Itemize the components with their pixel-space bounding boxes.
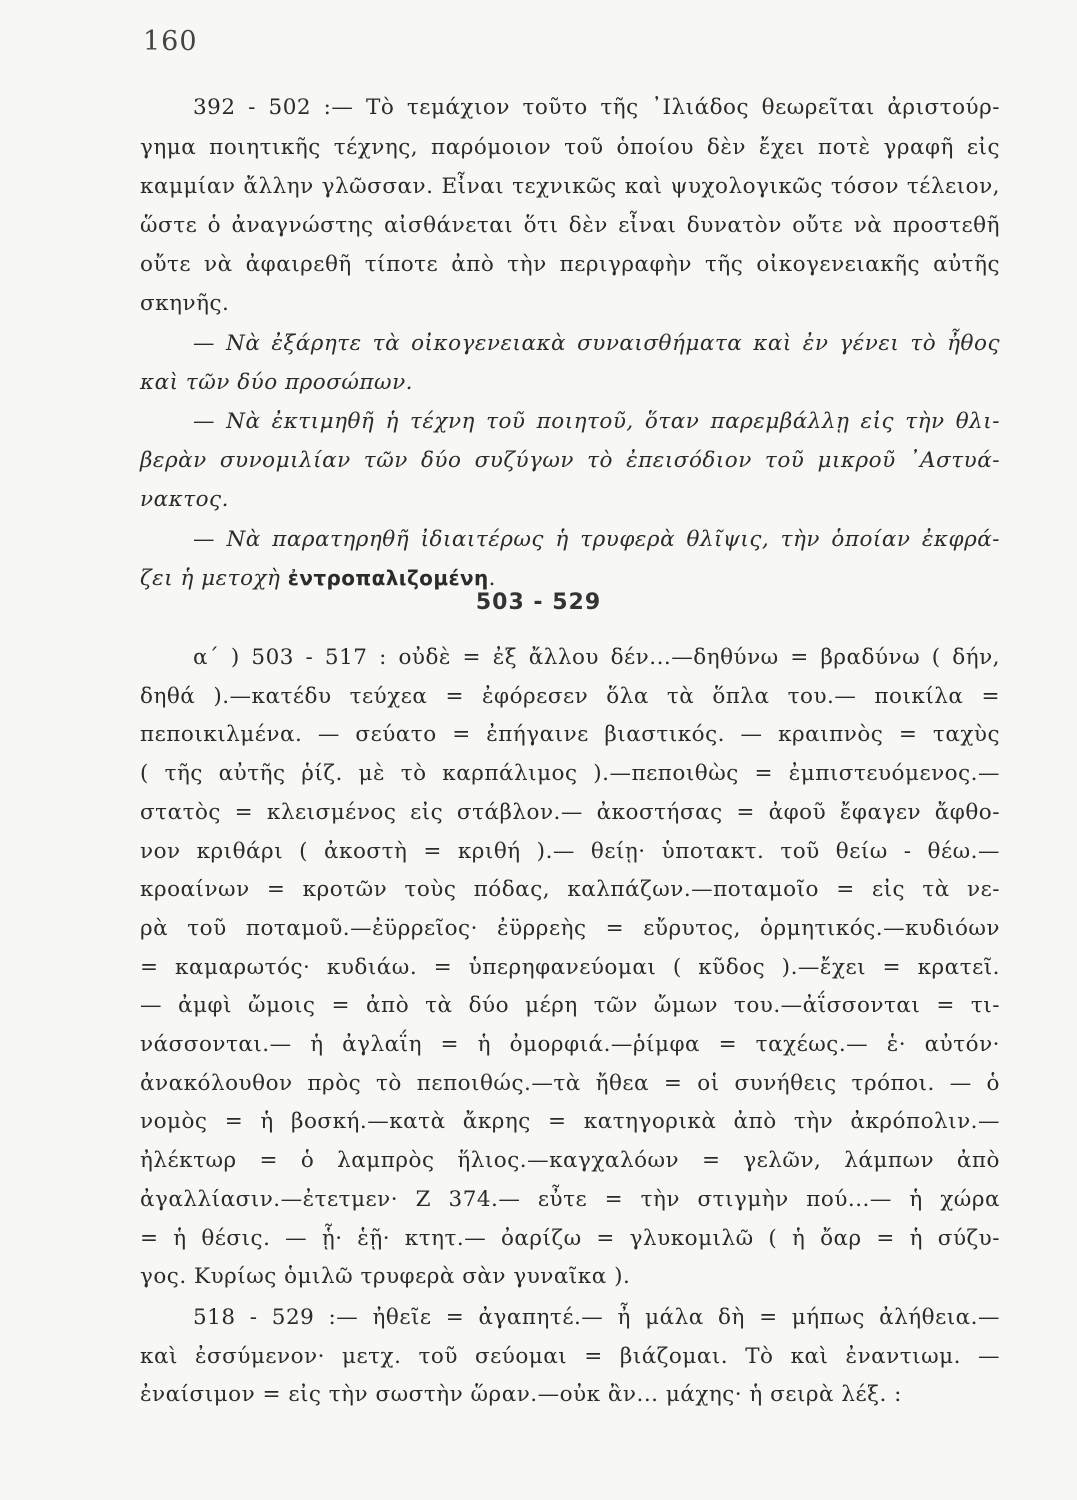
text-line: κροαίνων = κροτῶν τοὺς πόδας, καλπάζων.—ποταμοῖο = εἰς τὰ νε-: [140, 877, 1000, 903]
page-number: 160: [143, 26, 198, 57]
text-line: νακτος.: [140, 487, 229, 512]
text-line: γος. Κυρίως ὁμιλῶ τρυφερὰ σὰν γυναῖκα ).: [140, 1264, 631, 1290]
section-heading: 503 - 529: [475, 590, 602, 615]
text-line: οὔτε νὰ ἀφαιρεθῆ τίποτε ἀπὸ τὴν περιγραφὴν τῆς οἰκογενειακῆς αὐτῆς: [140, 252, 1000, 277]
text-line: βερὰν συνομιλίαν τῶν δύο συζύγων τὸ ἐπεισόδιον τοῦ μικροῦ ᾿Αστυά-: [140, 448, 1000, 473]
text-line: 392 - 502 :— Τὸ τεμάχιον τοῦτο τῆς ᾿Ιλιάδος θεωρεῖται ἀριστούρ-: [193, 95, 1000, 120]
text-line: νομὸς = ἡ βοσκή.—κατὰ ἄκρης = κατηγορικὰ ἀπὸ τὴν ἀκρόπολιν.—: [140, 1109, 1000, 1135]
text-line: 518 - 529 :— ἠθεῖε = ἀγαπητέ.— ἦ μάλα δὴ = μήπως ἀλήθεια.—: [193, 1305, 1000, 1330]
text-line: πεποικιλμένα. — σεύατο = ἐπήγαινε βιαστικός. — κραιπνὸς = ταχὺς: [140, 722, 1000, 748]
text-line: καὶ ἐσσύμενον· μετχ. τοῦ σεύομαι = βιάζομαι. Τὸ καὶ ἐναντιωμ. —: [140, 1343, 1000, 1369]
text-fragment: ζει ἡ μετοχὴ: [140, 566, 281, 591]
text-line: — Νὰ παρατηρηθῆ ἰδιαιτέρως ἡ τρυφερὰ θλῖψις, τὴν ὁποίαν ἐκφρά-: [193, 527, 1000, 552]
text-fragment: .: [488, 566, 496, 591]
text-line: νον κριθάρι ( ἀκοστὴ = κριθή ).— θείῃ· ὑποτακτ. τοῦ θείω - θέω.—: [140, 838, 1000, 864]
bold-term: ἐντροπαλιζομένη: [287, 566, 489, 590]
text-line: δηθά ).—κατέδυ τεύχεα = ἐφόρεσεν ὅλα τὰ ὅπλα του.— ποικίλα =: [140, 683, 1000, 709]
text-line: = καμαρωτός· κυδιάω. = ὑπερηφανεύομαι ( κῦδος ).—ἔχει = κρατεῖ.: [140, 954, 1000, 980]
text-line: καὶ τῶν δύο προσώπων.: [140, 370, 413, 395]
text-line: [140, 566, 496, 591]
text-line: γημα ποιητικῆς τέχνης, παρόμοιον τοῦ ὁποίου δὲν ἔχει ποτὲ γραφῆ εἰς: [140, 135, 1000, 160]
text-line: ἐναίσιμον = εἰς τὴν σωστὴν ὥραν.—οὐκ ἂν... μάχης· ἡ σειρὰ λέξ. :: [140, 1382, 902, 1407]
text-line: καμμίαν ἄλλην γλῶσσαν. Εἶναι τεχνικῶς καὶ ψυχολογικῶς τόσον τέλειον,: [140, 174, 1000, 199]
text-line: ἠλέκτωρ = ὁ λαμπρὸς ἥλιος.—καγχαλόων = γελῶν, λάμπων ἀπὸ: [140, 1148, 1000, 1174]
text-line: ὥστε ὁ ἀναγνώστης αἰσθάνεται ὅτι δὲν εἶναι δυνατὸν οὔτε νὰ προστεθῆ: [140, 213, 1000, 238]
text-line: σκηνῆς.: [140, 291, 230, 316]
text-line: ἀνακόλουθον πρὸς τὸ πεποιθώς.—τὰ ἤθεα = οἱ συνήθεις τρόποι. — ὁ: [140, 1070, 1000, 1096]
text-line: ( τῆς αὐτῆς ῥίζ. μὲ τὸ καρπάλιμος ).—πεποιθὼς = ἐμπιστευόμενος.—: [140, 761, 1000, 787]
text-line: στατὸς = κλεισμένος εἰς στάβλον.— ἀκοστήσας = ἀφοῦ ἔφαγεν ἄφθο-: [140, 799, 1000, 825]
text-line: ἀγαλλίασιν.—ἐτετμεν· Ζ 374.— εὖτε = τὴν στιγμὴν πού...— ἡ χώρα: [140, 1186, 1000, 1212]
text-line: — ἀμφὶ ὤμοις = ἀπὸ τὰ δύο μέρη τῶν ὤμων του.—ἀΐσσονται = τι-: [140, 993, 1000, 1019]
text-line: — Νὰ ἐκτιμηθῆ ἡ τέχνη τοῦ ποιητοῦ, ὅταν παρεμβάλλῃ εἰς τὴν θλι-: [193, 409, 1000, 434]
text-line: ρὰ τοῦ ποταμοῦ.—ἐϋρρεῖος· ἐϋρρεὴς = εὔρυτος, ὁρμητικός.—κυδιόων: [140, 915, 1000, 941]
text-line: α΄ ) 503 - 517 : οὐδὲ = ἐξ ἄλλου δέν...—δηθύνω = βραδύνω ( δήν,: [193, 645, 1000, 670]
text-line: — Νὰ ἐξάρητε τὰ οἰκογενειακὰ συναισθήματα καὶ ἐν γένει τὸ ἦθος: [193, 331, 1000, 356]
text-line: = ἡ θέσις. — ᾗ· ἑῇ· κτητ.— ὀαρίζω = γλυκομιλῶ ( ἡ ὄαρ = ἡ σύζυ-: [140, 1225, 1000, 1251]
text-line: νάσσονται.— ἡ ἀγλαΐη = ἡ ὀμορφιά.—ῥίμφα = ταχέως.— ἑ· αὐτόν·: [140, 1032, 1000, 1057]
